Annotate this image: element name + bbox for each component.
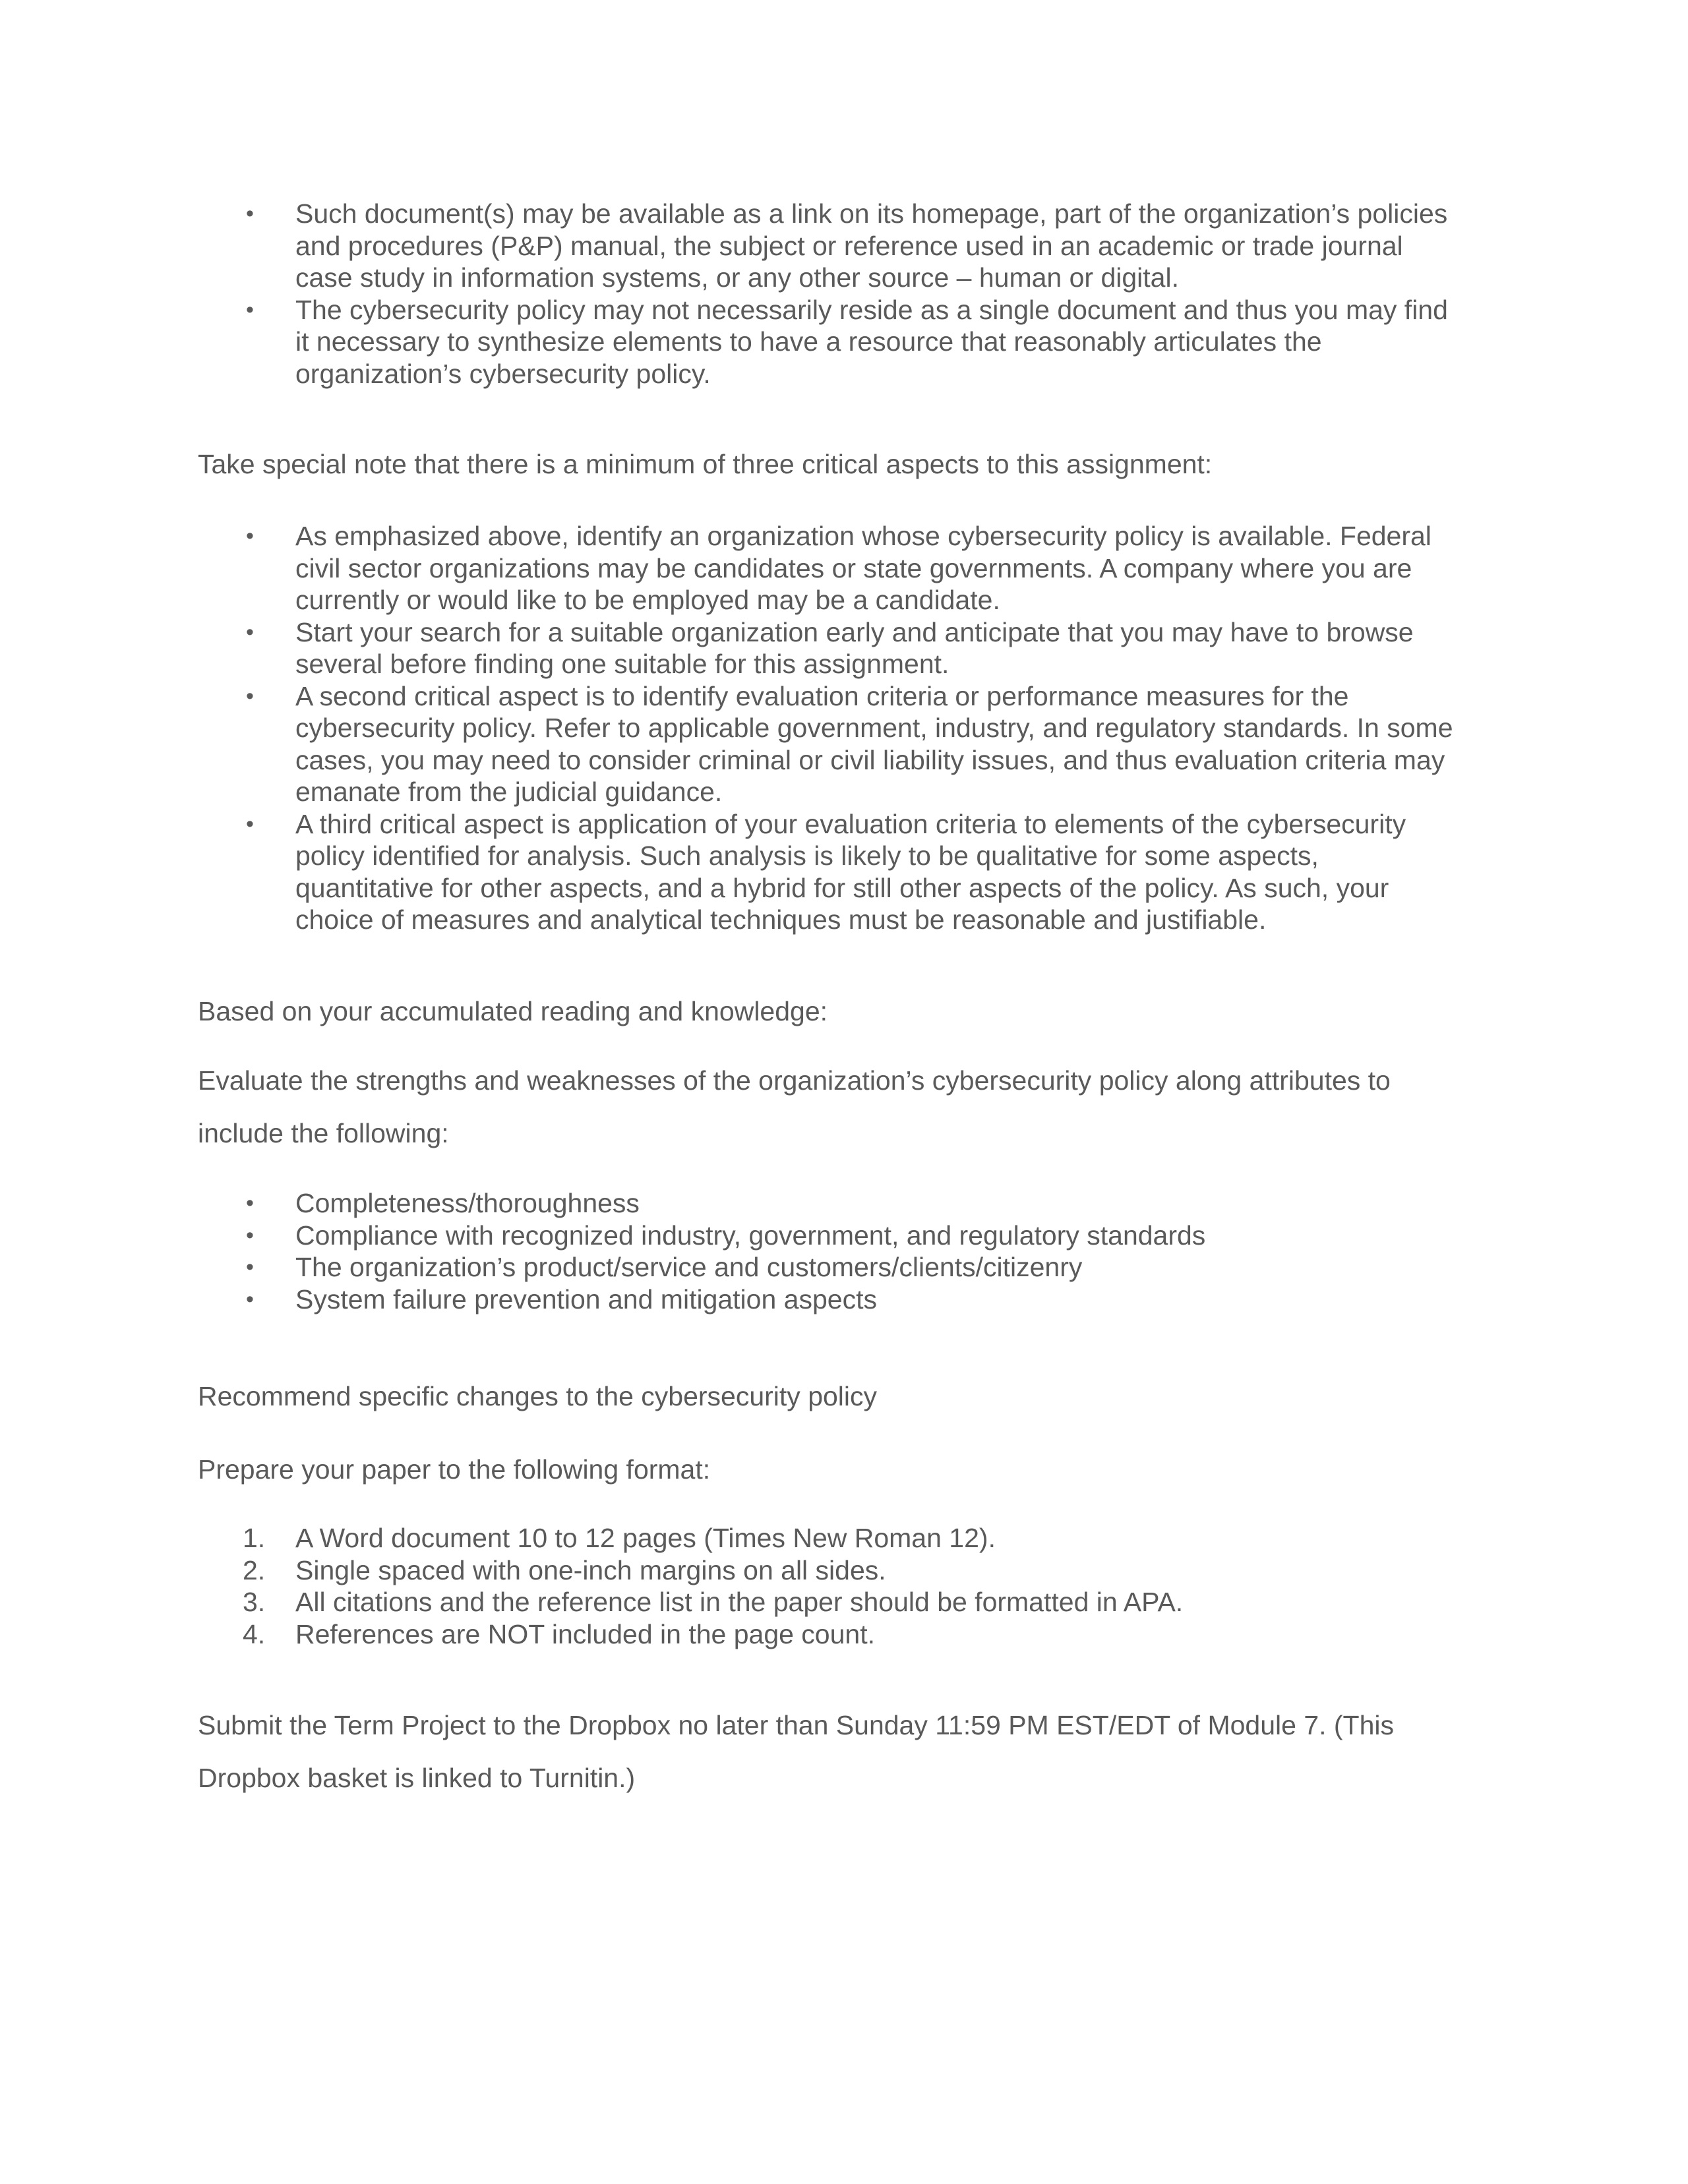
list-item: • As emphasized above, identify an organization whose cybersecurity policy is available. Federal civil sector organizations may be candidates or state governments. A company where you are currently or would like to be employed may be a candidate. — [246, 521, 1432, 615]
list-item: • Completeness/thoroughness — [246, 1188, 640, 1218]
critical-aspects-list — [198, 520, 1490, 936]
prepare-paragraph: Prepare your paper to the following format: — [198, 1454, 711, 1485]
bullet-icon: • — [246, 619, 254, 645]
note-heading: Take special note that there is a minimum of three critical aspects to this assignment: — [198, 449, 1213, 479]
evaluate-paragraph: Evaluate the strengths and weaknesses of the organization’s cybersecurity policy along attributes to include the following: — [198, 1065, 1391, 1148]
bullet-icon: • — [246, 1254, 254, 1280]
bullet-icon: • — [246, 297, 254, 322]
list-item: 3. All citations and the reference list in the paper should be formatted in APA. — [243, 1587, 1184, 1617]
bullet-icon: • — [246, 811, 254, 837]
list-item: 4. References are NOT included in the page count. — [243, 1618, 875, 1649]
intro-bullet-list — [198, 198, 1490, 390]
bullet-icon: • — [246, 683, 254, 709]
list-item: • Such document(s) may be available as a link on its homepage, part of the organization’s policies and procedures (P&P) manual, the subject or reference used in an academic or trade journal case study in information systems, or any other source – human or digital. — [246, 198, 1448, 293]
list-number: 1. — [243, 1523, 266, 1553]
list-number: 2. — [243, 1554, 266, 1585]
bullet-icon: • — [246, 1191, 254, 1216]
submit-paragraph: Submit the Term Project to the Dropbox no later than Sunday 11:59 PM EST/EDT of Module 7. (This Dropbox basket is linked to Turnitin.) — [198, 1710, 1395, 1793]
format-numbered-list — [198, 1522, 1490, 1650]
list-item: • The cybersecurity policy may not necessarily reside as a single document and thus you may find it necessary to synthesize elements to have a resource that reasonably articulates the organization’s cybersecurity policy. — [246, 294, 1448, 389]
bullet-icon: • — [246, 1222, 254, 1248]
list-item: • Compliance with recognized industry, government, and regulatory standards — [246, 1220, 1206, 1251]
list-item: • System failure prevention and mitigation aspects — [246, 1284, 877, 1314]
list-number: 4. — [243, 1618, 266, 1649]
attributes-list — [198, 1187, 1490, 1315]
list-item: • A second critical aspect is to identify evaluation criteria or performance measures for the cybersecurity policy. Refer to applicable government, industry, and regulatory standards. In some cases, you may need to consider criminal or civil liability issues, and thus evaluation criteria may emanate from the judicial guidance. — [246, 680, 1453, 807]
list-item: • A third critical aspect is application of your evaluation criteria to elements of the cybersecurity policy identified for analysis. Such analysis is likely to be qualitative for some aspects, quantitative for other aspects, and a hybrid for still other aspects of the policy. As such, your choice of measures and analytical techniques must be reasonable and justifiable. — [246, 808, 1406, 935]
list-item: 1. A Word document 10 to 12 pages (Times New Roman 12). — [243, 1523, 996, 1553]
list-item: • The organization’s product/service and customers/clients/citizenry — [246, 1252, 1083, 1282]
recommend-paragraph: Recommend specific changes to the cybersecurity policy — [198, 1381, 878, 1411]
list-number: 3. — [243, 1587, 266, 1617]
bullet-icon: • — [246, 1286, 254, 1312]
based-on-paragraph: Based on your accumulated reading and knowledge: — [198, 996, 828, 1026]
list-item: 2. Single spaced with one-inch margins on all sides. — [243, 1554, 886, 1585]
list-item: • Start your search for a suitable organization early and anticipate that you may have to browse several before finding one suitable for this assignment. — [246, 616, 1414, 679]
bullet-icon: • — [246, 523, 254, 548]
bullet-icon: • — [246, 201, 254, 226]
